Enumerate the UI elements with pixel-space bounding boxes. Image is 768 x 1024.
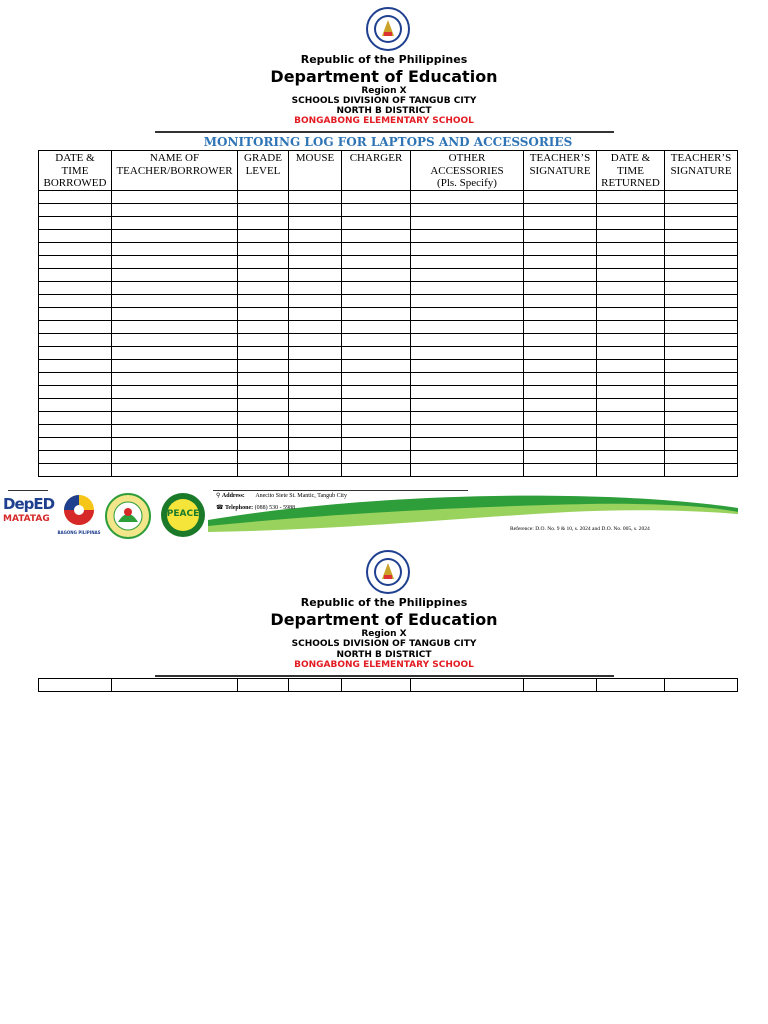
table-cell[interactable] — [524, 437, 597, 450]
table-cell[interactable] — [238, 307, 289, 320]
table-cell[interactable] — [289, 398, 342, 411]
bagong-pilipinas-text: BAGONG PILIPINAS — [57, 530, 101, 535]
table-cell[interactable] — [342, 411, 411, 424]
table-cell[interactable] — [39, 437, 112, 450]
bagong-pilipinas-emblem-icon — [56, 492, 102, 526]
table-cell[interactable] — [289, 333, 342, 346]
address-icon: ⚲ — [216, 493, 222, 499]
column-header — [524, 151, 597, 191]
table-cell[interactable] — [411, 424, 524, 437]
table-cell[interactable] — [112, 398, 238, 411]
table-row — [39, 450, 738, 463]
table-cell[interactable] — [289, 359, 342, 372]
table-cell[interactable] — [39, 385, 112, 398]
table-cell[interactable] — [342, 679, 411, 692]
table-cell[interactable] — [597, 679, 665, 692]
table-cell[interactable] — [112, 679, 238, 692]
table-cell[interactable] — [597, 346, 665, 359]
table-cell[interactable] — [238, 294, 289, 307]
column-header — [39, 151, 112, 191]
table-cell[interactable] — [112, 281, 238, 294]
table-cell[interactable] — [597, 216, 665, 229]
table-cell[interactable] — [524, 372, 597, 385]
table-cell[interactable] — [39, 372, 112, 385]
table-cell[interactable] — [411, 385, 524, 398]
table-cell[interactable] — [665, 359, 738, 372]
table-cell[interactable] — [112, 242, 238, 255]
table-cell[interactable] — [411, 242, 524, 255]
table-cell[interactable] — [524, 333, 597, 346]
table-row — [39, 203, 738, 216]
republic-heading: Republic of the Philippines — [300, 596, 468, 609]
table-cell[interactable] — [524, 359, 597, 372]
table-cell[interactable] — [238, 242, 289, 255]
table-cell[interactable] — [665, 190, 738, 203]
republic-heading: Republic of the Philippines — [300, 53, 468, 66]
region-heading: Region X — [361, 629, 407, 639]
table-cell[interactable] — [597, 385, 665, 398]
table-cell[interactable] — [524, 307, 597, 320]
table-cell[interactable] — [342, 268, 411, 281]
table-cell[interactable] — [524, 679, 597, 692]
table-cell[interactable] — [342, 359, 411, 372]
table-cell[interactable] — [112, 437, 238, 450]
table-cell[interactable] — [39, 242, 112, 255]
table-cell[interactable] — [112, 320, 238, 333]
school-heading: BONGABONG ELEMENTARY SCHOOL — [294, 116, 474, 126]
table-cell[interactable] — [665, 281, 738, 294]
table-cell[interactable] — [238, 450, 289, 463]
table-cell[interactable] — [665, 346, 738, 359]
table-cell[interactable] — [289, 450, 342, 463]
table-cell[interactable] — [238, 385, 289, 398]
table-cell[interactable] — [238, 437, 289, 450]
district-heading: NORTH B DISTRICT — [336, 106, 432, 116]
address-line — [216, 492, 347, 499]
table-cell[interactable] — [238, 346, 289, 359]
header-divider — [155, 675, 614, 677]
table-cell[interactable] — [665, 216, 738, 229]
region-heading: Region X — [361, 86, 407, 96]
table-cell[interactable] — [411, 437, 524, 450]
table-row — [39, 372, 738, 385]
table-cell[interactable] — [597, 437, 665, 450]
table-cell[interactable] — [289, 281, 342, 294]
table-row — [39, 229, 738, 242]
address-value: Anecito Siete St. Mantic, Tangub City — [255, 493, 347, 499]
column-header — [665, 151, 738, 191]
table-cell[interactable] — [342, 281, 411, 294]
table-cell[interactable] — [665, 398, 738, 411]
table-cell[interactable] — [39, 333, 112, 346]
header-divider — [155, 131, 614, 133]
table-cell[interactable] — [524, 346, 597, 359]
monitoring-log-table-continued — [38, 678, 738, 692]
table-cell[interactable] — [342, 333, 411, 346]
table-cell[interactable] — [39, 320, 112, 333]
table-row — [39, 437, 738, 450]
table-cell[interactable] — [411, 268, 524, 281]
table-cell[interactable] — [524, 385, 597, 398]
table-cell[interactable] — [411, 216, 524, 229]
table-cell[interactable] — [112, 424, 238, 437]
table-cell[interactable] — [342, 255, 411, 268]
table-cell[interactable] — [411, 346, 524, 359]
table-cell[interactable] — [411, 294, 524, 307]
column-header — [112, 151, 238, 191]
table-cell[interactable] — [39, 424, 112, 437]
table-cell[interactable] — [411, 398, 524, 411]
table-row — [39, 679, 738, 692]
deped-seal-icon — [363, 6, 413, 52]
column-header-line: MOUSE — [295, 152, 335, 164]
column-header — [597, 151, 665, 191]
table-cell[interactable] — [39, 307, 112, 320]
table-cell[interactable] — [524, 216, 597, 229]
division-heading: SCHOOLS DIVISION OF TANGUB CITY — [291, 639, 477, 649]
deped-seal-icon — [363, 549, 413, 595]
column-header-line: LEVEL — [245, 164, 281, 177]
table-cell[interactable] — [289, 307, 342, 320]
table-cell[interactable] — [597, 203, 665, 216]
table-cell[interactable] — [112, 294, 238, 307]
table-cell[interactable] — [597, 281, 665, 294]
column-header-line: GRADE — [244, 152, 282, 164]
table-header-row — [39, 151, 738, 191]
table-cell[interactable] — [665, 424, 738, 437]
table-cell[interactable] — [238, 372, 289, 385]
table-cell[interactable] — [342, 385, 411, 398]
table-cell[interactable] — [411, 255, 524, 268]
table-cell[interactable] — [411, 307, 524, 320]
table-cell[interactable] — [39, 346, 112, 359]
table-cell[interactable] — [112, 255, 238, 268]
table-row — [39, 242, 738, 255]
table-cell[interactable] — [597, 463, 665, 476]
table-row — [39, 190, 738, 203]
table-cell[interactable] — [597, 398, 665, 411]
table-cell[interactable] — [238, 320, 289, 333]
table-cell[interactable] — [342, 320, 411, 333]
table-row — [39, 333, 738, 346]
table-cell[interactable] — [342, 229, 411, 242]
table-cell[interactable] — [597, 307, 665, 320]
table-cell[interactable] — [524, 450, 597, 463]
table-cell[interactable] — [289, 679, 342, 692]
table-cell[interactable] — [39, 294, 112, 307]
table-cell[interactable] — [289, 242, 342, 255]
table-cell[interactable] — [39, 450, 112, 463]
table-cell[interactable] — [39, 281, 112, 294]
division-seal-icon — [104, 492, 152, 540]
table-row — [39, 255, 738, 268]
column-header-line: (Pls. Specify) — [437, 177, 497, 189]
column-header — [342, 151, 411, 191]
table-cell[interactable] — [39, 359, 112, 372]
column-header-line: SIGNATURE — [529, 164, 591, 177]
table-cell[interactable] — [39, 463, 112, 476]
table-cell[interactable] — [411, 679, 524, 692]
table-cell[interactable] — [342, 463, 411, 476]
column-header-line: TIME — [617, 164, 644, 177]
table-cell[interactable] — [342, 294, 411, 307]
table-cell[interactable] — [411, 463, 524, 476]
deped-wordmark: DepED — [3, 495, 55, 513]
column-header-line: TEACHER’S — [670, 152, 732, 164]
table-cell[interactable] — [411, 372, 524, 385]
table-cell[interactable] — [112, 385, 238, 398]
table-cell[interactable] — [665, 255, 738, 268]
address-label: Address: — [221, 493, 245, 499]
district-heading: NORTH B DISTRICT — [336, 650, 432, 660]
table-cell[interactable] — [524, 268, 597, 281]
table-cell[interactable] — [289, 437, 342, 450]
matatag-wordmark: MATATAG — [3, 514, 50, 524]
table-cell[interactable] — [238, 229, 289, 242]
table-cell[interactable] — [289, 268, 342, 281]
column-header-line: SIGNATURE — [670, 164, 732, 177]
telephone-label: Telephone: — [224, 505, 254, 511]
table-cell[interactable] — [238, 424, 289, 437]
column-header-line: RETURNED — [601, 177, 660, 189]
deped-matatag-logo — [3, 495, 55, 536]
table-row — [39, 268, 738, 281]
column-header-line: CHARGER — [349, 152, 403, 164]
table-row — [39, 398, 738, 411]
table-row — [39, 385, 738, 398]
table-cell[interactable] — [112, 216, 238, 229]
column-header-line: DATE & — [610, 152, 651, 164]
table-cell[interactable] — [342, 424, 411, 437]
column-header — [238, 151, 289, 191]
table-row — [39, 216, 738, 229]
table-cell[interactable] — [665, 411, 738, 424]
table-cell[interactable] — [665, 450, 738, 463]
table-cell[interactable] — [289, 229, 342, 242]
table-cell[interactable] — [39, 679, 112, 692]
table-cell[interactable] — [289, 294, 342, 307]
table-cell[interactable] — [411, 320, 524, 333]
table-row — [39, 294, 738, 307]
table-cell[interactable] — [411, 281, 524, 294]
table-cell[interactable] — [112, 359, 238, 372]
table-cell[interactable] — [289, 216, 342, 229]
table-cell[interactable] — [597, 190, 665, 203]
table-cell[interactable] — [597, 333, 665, 346]
table-cell[interactable] — [112, 229, 238, 242]
table-row — [39, 424, 738, 437]
table-cell[interactable] — [665, 203, 738, 216]
table-cell[interactable] — [238, 411, 289, 424]
department-heading: Department of Education — [270, 67, 498, 86]
table-cell[interactable] — [342, 307, 411, 320]
column-header-line: TIME — [61, 164, 89, 177]
table-cell[interactable] — [289, 385, 342, 398]
table-row — [39, 346, 738, 359]
bagong-pilipinas-logo — [56, 492, 102, 536]
table-cell[interactable] — [112, 463, 238, 476]
table-cell[interactable] — [597, 359, 665, 372]
table-cell[interactable] — [238, 359, 289, 372]
table-cell[interactable] — [597, 294, 665, 307]
table-cell[interactable] — [665, 229, 738, 242]
table-cell[interactable] — [342, 346, 411, 359]
column-header-line: TEACHER/BORROWER — [116, 164, 233, 177]
table-row — [39, 359, 738, 372]
telephone-line — [216, 504, 295, 511]
table-cell[interactable] — [238, 463, 289, 476]
table-cell[interactable] — [665, 437, 738, 450]
table-cell[interactable] — [665, 294, 738, 307]
table-cell[interactable] — [342, 372, 411, 385]
table-cell[interactable] — [665, 268, 738, 281]
table-cell[interactable] — [597, 229, 665, 242]
table-cell[interactable] — [39, 216, 112, 229]
table-cell[interactable] — [39, 398, 112, 411]
table-cell[interactable] — [238, 203, 289, 216]
table-cell[interactable] — [39, 190, 112, 203]
table-cell[interactable] — [238, 216, 289, 229]
division-heading: SCHOOLS DIVISION OF TANGUB CITY — [291, 96, 477, 106]
table-cell[interactable] — [411, 333, 524, 346]
table-cell[interactable] — [39, 203, 112, 216]
column-header-line: BORROWED — [43, 177, 107, 189]
table-cell[interactable] — [411, 450, 524, 463]
table-cell[interactable] — [112, 190, 238, 203]
telephone-icon: ☎ — [216, 505, 225, 511]
column-header-line: ACCESSORIES — [430, 164, 504, 177]
table-cell[interactable] — [524, 398, 597, 411]
table-cell[interactable] — [597, 268, 665, 281]
table-cell[interactable] — [411, 359, 524, 372]
table-cell[interactable] — [112, 346, 238, 359]
table-cell[interactable] — [289, 346, 342, 359]
table-cell[interactable] — [112, 268, 238, 281]
table-cell[interactable] — [39, 255, 112, 268]
table-row — [39, 411, 738, 424]
table-cell[interactable] — [289, 203, 342, 216]
table-cell[interactable] — [524, 242, 597, 255]
table-cell[interactable] — [289, 411, 342, 424]
footer-line-left — [8, 490, 48, 491]
table-cell[interactable] — [597, 411, 665, 424]
table-cell[interactable] — [342, 190, 411, 203]
table-cell[interactable] — [238, 281, 289, 294]
table-cell[interactable] — [289, 255, 342, 268]
table-cell[interactable] — [665, 242, 738, 255]
table-cell[interactable] — [524, 424, 597, 437]
table-cell[interactable] — [597, 372, 665, 385]
table-cell[interactable] — [411, 229, 524, 242]
table-cell[interactable] — [665, 679, 738, 692]
table-cell[interactable] — [342, 242, 411, 255]
table-cell[interactable] — [342, 398, 411, 411]
department-heading: Department of Education — [270, 610, 498, 629]
table-cell[interactable] — [524, 281, 597, 294]
table-cell[interactable] — [597, 242, 665, 255]
reference-note: Reference: D.O. No. 9 & 10, s. 2024 and D.O. No. 005, s. 2024 — [510, 526, 650, 532]
table-cell[interactable] — [238, 255, 289, 268]
table-cell[interactable] — [597, 450, 665, 463]
peace-logo-text: PEACE — [166, 509, 200, 519]
table-cell[interactable] — [238, 190, 289, 203]
table-cell[interactable] — [597, 255, 665, 268]
table-cell[interactable] — [342, 450, 411, 463]
table-cell[interactable] — [112, 307, 238, 320]
column-header — [289, 151, 342, 191]
table-cell[interactable] — [665, 320, 738, 333]
table-cell[interactable] — [238, 679, 289, 692]
table-cell[interactable] — [112, 372, 238, 385]
table-cell[interactable] — [112, 411, 238, 424]
table-cell[interactable] — [524, 229, 597, 242]
table-cell[interactable] — [289, 424, 342, 437]
form-title: MONITORING LOG FOR LAPTOPS AND ACCESSORIES — [203, 135, 573, 149]
table-cell[interactable] — [342, 216, 411, 229]
table-cell[interactable] — [665, 385, 738, 398]
column-header — [411, 151, 524, 191]
table-cell[interactable] — [289, 190, 342, 203]
table-cell[interactable] — [289, 372, 342, 385]
table-cell[interactable] — [39, 268, 112, 281]
table-cell[interactable] — [238, 398, 289, 411]
table-row — [39, 307, 738, 320]
column-header-line: TEACHER’S — [529, 152, 591, 164]
table-row — [39, 320, 738, 333]
table-cell[interactable] — [665, 372, 738, 385]
table-cell[interactable] — [597, 424, 665, 437]
table-cell[interactable] — [112, 333, 238, 346]
table-cell[interactable] — [597, 320, 665, 333]
table-cell[interactable] — [411, 411, 524, 424]
table-cell[interactable] — [665, 307, 738, 320]
school-heading: BONGABONG ELEMENTARY SCHOOL — [294, 660, 474, 670]
column-header-line: DATE & — [55, 152, 95, 164]
table-row — [39, 281, 738, 294]
table-cell[interactable] — [342, 203, 411, 216]
table-cell[interactable] — [411, 190, 524, 203]
table-cell[interactable] — [112, 203, 238, 216]
table-cell[interactable] — [289, 320, 342, 333]
table-cell[interactable] — [411, 203, 524, 216]
column-header-line: NAME OF — [149, 152, 200, 164]
table-row — [39, 463, 738, 476]
table-cell[interactable] — [524, 294, 597, 307]
table-cell[interactable] — [524, 190, 597, 203]
table-cell[interactable] — [524, 463, 597, 476]
telephone-value: (088) 530 - 5988 — [254, 505, 296, 511]
table-cell[interactable] — [39, 229, 112, 242]
table-cell[interactable] — [238, 268, 289, 281]
table-cell[interactable] — [342, 437, 411, 450]
table-cell[interactable] — [238, 333, 289, 346]
table-cell[interactable] — [665, 333, 738, 346]
table-cell[interactable] — [289, 463, 342, 476]
table-cell[interactable] — [524, 255, 597, 268]
table-cell[interactable] — [112, 450, 238, 463]
column-header-line: OTHER — [448, 152, 486, 164]
table-cell[interactable] — [665, 463, 738, 476]
table-cell[interactable] — [524, 411, 597, 424]
table-cell[interactable] — [39, 411, 112, 424]
table-cell[interactable] — [524, 203, 597, 216]
table-cell[interactable] — [524, 320, 597, 333]
monitoring-log-table — [38, 150, 738, 477]
